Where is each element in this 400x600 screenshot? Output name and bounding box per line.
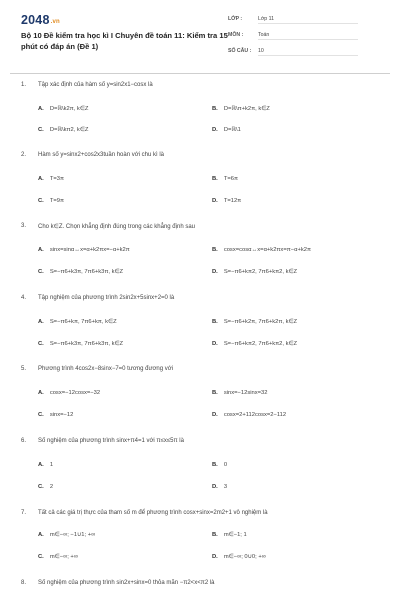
header [0,0,400,72]
question-text: Hàm số y=sinx2+cos2x3tuần hoàn với chu kì là [38,152,165,158]
option-b[interactable] [212,390,267,396]
logo-text: 2048 [21,13,50,27]
question-text: Tập nghiệm của phương trình 2sin2x+5sinx+2=0 là [38,295,175,301]
option-letter: A. [38,319,44,325]
option-text: 2 [49,484,54,490]
option-text: m∈−∞; 0∪0; +∞ [223,554,266,560]
option-d[interactable] [212,198,241,204]
question-number: 3. [21,223,27,229]
option-text: S=−π6+kπ2, 7π6+kπ2, k∈Z [223,269,298,275]
option-letter: D. [212,412,218,418]
option-b[interactable] [212,319,297,325]
option-letter: C. [38,127,44,133]
option-a[interactable] [38,247,130,253]
meta-class-value: Lớp 11 [258,14,358,24]
option-letter: D. [212,554,218,560]
question-text: Cho k∈Z. Chọn khẳng định đúng trong các khẳng định sau [38,224,195,230]
option-text: S=−π6+kπ2, 7π6+kπ2, k∈Z [223,341,298,347]
option-text: S=−π6+k2π, 7π6+k2π, k∈Z [223,319,298,325]
option-text: S=−π6+kπ, 7π6+kπ, k∈Z [49,319,117,325]
option-text: 1 [49,462,54,468]
option-letter: A. [38,247,44,253]
question-number: 5. [21,366,27,372]
option-d[interactable] [212,269,297,275]
option-letter: C. [38,269,44,275]
meta-subject-value: Toán [258,30,358,40]
meta-class-label: LỚP : [228,16,243,22]
question-text: Số nghiệm của phương trình sinx+π4=1 với π≤x≤5π là [38,438,184,444]
option-letter: A. [38,176,44,182]
option-letter: D. [212,484,218,490]
option-c[interactable] [38,412,73,418]
option-letter: B. [212,176,218,182]
option-a[interactable] [38,106,88,112]
option-text: D=ℝ\k2π, k∈Z [49,106,89,112]
option-b[interactable] [212,176,238,182]
option-text: S=−π6+k3π, 7π6+k3π, k∈Z [49,269,124,275]
option-text: cosx=cosα↔x=α+k2πx=π−α+k2π [223,247,311,253]
option-letter: B. [212,532,218,538]
option-letter: A. [38,532,44,538]
option-text: m∈−1; 1 [223,532,247,538]
question-number: 1. [21,82,27,88]
option-letter: B. [212,319,218,325]
option-text: T=9π [49,198,64,204]
option-c[interactable] [38,484,53,490]
option-b[interactable] [212,462,227,468]
option-d[interactable] [212,484,227,490]
option-a[interactable] [38,176,64,182]
meta-count-value: 10 [258,46,358,56]
option-b[interactable] [212,106,270,112]
option-text: sinx=−12 [49,412,74,418]
meta-count [228,46,378,59]
option-letter: D. [212,127,218,133]
option-text: cosx=2+112cosx=2−112 [223,412,287,418]
option-text: cosx=−12cosx=−32 [49,390,101,396]
question-text: Tập xác định của hàm số y=sin2x1−cosx là [38,82,153,88]
option-letter: C. [38,341,44,347]
option-letter: C. [38,484,44,490]
option-text: sinx=sinα↔x=α+k2πx=−α+k2π [49,247,130,253]
option-b[interactable] [212,532,247,538]
meta-count-label: SỐ CÂU : [228,48,252,54]
option-c[interactable] [38,269,123,275]
option-text: m∈−∞; −1∪1; +∞ [49,532,96,538]
option-a[interactable] [38,319,117,325]
option-d[interactable] [212,341,297,347]
option-letter: B. [212,247,218,253]
option-letter: D. [212,269,218,275]
option-letter: D. [212,198,218,204]
option-letter: B. [212,462,218,468]
page-title: Bộ 10 Đề kiểm tra học kì I Chuyên đề toán 11: Kiểm tra 15 phút có đáp án (Đề 1) [21,31,228,51]
option-letter: C. [38,554,44,560]
question-number: 8. [21,580,27,586]
option-c[interactable] [38,198,64,204]
option-text: m∈−∞; +∞ [49,554,78,560]
option-letter: A. [38,462,44,468]
option-text: T=3π [49,176,64,182]
option-c[interactable] [38,341,123,347]
option-letter: A. [38,106,44,112]
option-text: 3 [223,484,228,490]
option-text: sinx=−12sinx=32 [223,390,268,396]
question-number: 6. [21,438,27,444]
logo-suffix: .vn [50,19,60,25]
meta-subject-label: MÔN : [228,32,244,38]
option-letter: A. [38,390,44,396]
option-c[interactable] [38,554,78,560]
option-text: T=12π [223,198,242,204]
option-text: D=ℝ\1 [223,127,241,133]
option-c[interactable] [38,127,88,133]
question-number: 2. [21,152,27,158]
option-text: T=6π [223,176,238,182]
meta-class [228,14,378,27]
meta-subject [228,30,378,43]
question-number: 7. [21,510,27,516]
option-text: S=−π6+k3π, 7π6+k3π, k∈Z [49,341,124,347]
option-letter: C. [38,198,44,204]
option-a[interactable] [38,462,53,468]
option-b[interactable] [212,247,311,253]
option-text: D=ℝ\π+k2π, k∈Z [223,106,270,112]
question-text: Phương trình 4cos2x−8sinx−7=0 tương đương với [38,366,174,372]
header-divider [10,73,390,74]
option-a[interactable] [38,532,95,538]
option-d[interactable] [212,554,266,560]
option-letter: B. [212,106,218,112]
question-text: Số nghiệm của phương trình sin2x+sinx=0 thỏa mãn −π2<x<π2 là [38,580,215,586]
question-number: 4. [21,295,27,301]
option-a[interactable] [38,390,100,396]
option-d[interactable] [212,127,241,133]
option-text: D=ℝ\kπ2, k∈Z [49,127,89,133]
option-text: 0 [223,462,228,468]
option-letter: D. [212,341,218,347]
option-d[interactable] [212,412,286,418]
option-letter: B. [212,390,218,396]
option-letter: C. [38,412,44,418]
site-logo[interactable] [21,13,60,27]
question-text: Tất cả các giá trị thực của tham số m để phương trình cosx+sinx=2m2+1 vô nghiệm là [38,510,268,516]
